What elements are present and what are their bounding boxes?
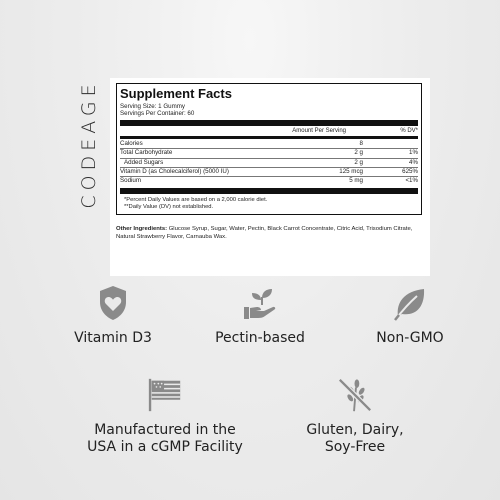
nutrient-dv: 4% <box>409 158 418 166</box>
feature-label: Non-GMO <box>376 330 444 346</box>
feature-label-line1: Manufactured in the <box>94 422 236 438</box>
facts-title: Supplement Facts <box>120 86 232 101</box>
nutrient-name: Calories <box>120 139 143 147</box>
feature-made-in-usa <box>75 376 255 456</box>
feature-non-gmo <box>360 283 460 347</box>
feature-vitamin-d3 <box>63 283 163 347</box>
facts-row <box>120 140 418 149</box>
nutrient-amount: 2 g <box>354 158 363 166</box>
nutrient-dv <box>388 140 418 148</box>
divider-mid <box>120 136 418 139</box>
facts-row <box>120 168 418 177</box>
servings-per-container: Servings Per Container: 60 <box>120 110 195 118</box>
footnote-dv: *Percent Daily Values are based on a 2,000 calorie diet. <box>124 196 268 203</box>
ingredients-text: Glucose Syrup, Sugar, Water, Pectin, Black Carrot Concentrate, Citric Acid, Trisodium Citrate, Natural Strawberry Flavor, Carnauba Wax. <box>116 226 413 240</box>
feature-pectin-based <box>200 283 320 347</box>
feature-label: Vitamin D3 <box>74 330 152 346</box>
feature-label-line2: Soy-Free <box>324 439 386 455</box>
seedling-hand-icon <box>240 283 280 323</box>
nutrient-amount: 125 mcg <box>339 168 363 176</box>
brand-name: CODEAGE <box>78 79 100 209</box>
ingredients-label: Other Ingredients: <box>116 226 168 232</box>
other-ingredients <box>116 226 426 241</box>
divider-thick <box>120 120 418 126</box>
nutrient-amount: 8 <box>359 139 363 147</box>
facts-row <box>120 177 418 185</box>
serving-size: Serving Size: 1 Gummy <box>120 103 185 110</box>
heart-shield-icon <box>93 283 133 323</box>
nutrient-amount: 5 mg <box>349 177 363 185</box>
header-amount: Amount Per Serving <box>292 127 346 134</box>
nutrient-dv: 625% <box>402 168 418 176</box>
nutrient-name: Vitamin D (as Cholecalciferol) (5000 IU) <box>120 168 229 176</box>
nutrient-name: Total Carbohydrate <box>120 149 173 157</box>
feature-allergen-free <box>290 376 420 456</box>
nutrient-amount: 2 g <box>354 149 363 157</box>
feature-label: Pectin-based <box>215 330 305 346</box>
leaf-icon <box>390 283 430 323</box>
feature-label-line2: USA in a cGMP Facility <box>87 439 243 455</box>
supplement-facts-table <box>116 83 422 215</box>
facts-row <box>120 159 418 168</box>
facts-header <box>120 127 418 135</box>
usa-flag-icon <box>146 376 184 414</box>
facts-row <box>120 149 418 158</box>
feature-label-line1: Gluten, Dairy, <box>306 422 404 438</box>
nutrient-dv: 1% <box>409 149 418 157</box>
no-wheat-icon <box>336 376 374 414</box>
header-dv: % DV* <box>400 127 418 134</box>
nutrient-dv: <1% <box>405 177 418 185</box>
nutrient-name: Sodium <box>120 177 141 185</box>
footnote-not-established: **Daily Value (DV) not established. <box>124 203 214 210</box>
nutrient-name: Added Sugars <box>124 158 164 166</box>
brand-logo <box>74 73 104 215</box>
divider-thick <box>120 188 418 194</box>
